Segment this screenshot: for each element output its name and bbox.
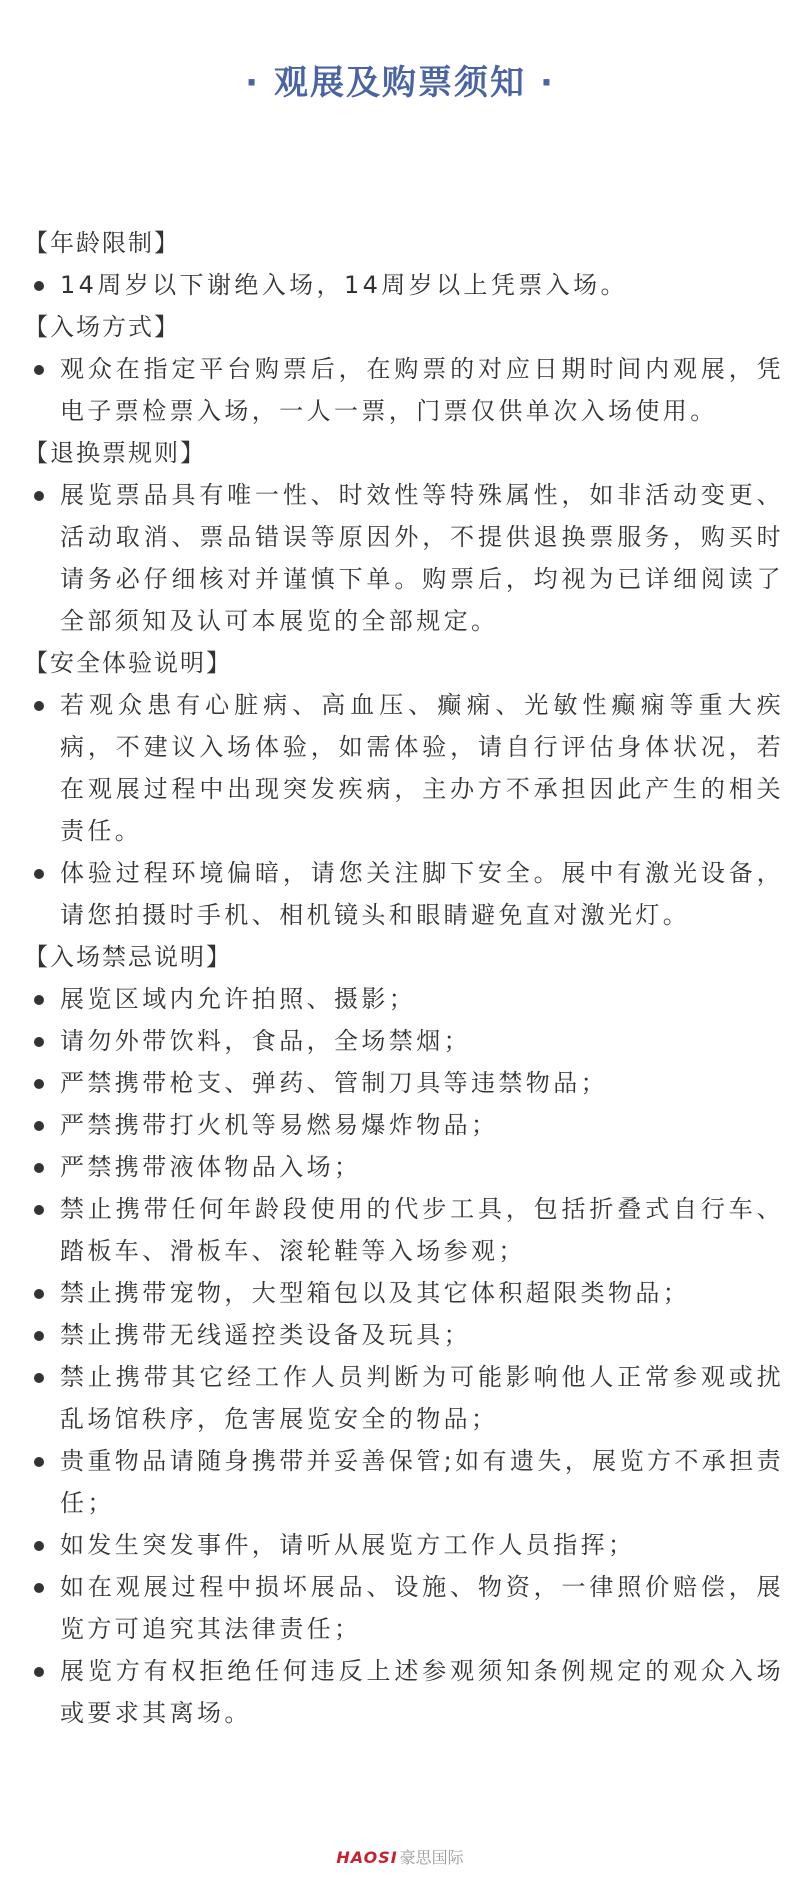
- section-heading: 【入场方式】: [24, 313, 180, 341]
- section-heading: 【安全体验说明】: [24, 649, 232, 677]
- list-item-text: 严禁携带打火机等易燃易爆炸物品；: [60, 1111, 499, 1139]
- list-item: [24, 1104, 784, 1146]
- list-item-text: 禁止携带宠物，大型箱包以及其它体积超限类物品；: [60, 1279, 691, 1307]
- list-item: [24, 1524, 784, 1566]
- list-item: [24, 1062, 784, 1104]
- list-item-text: 展览区域内允许拍照、摄影；: [60, 985, 417, 1013]
- list-item: [24, 1650, 784, 1734]
- page-title: [0, 58, 800, 108]
- list-item: [24, 1566, 784, 1650]
- list-item-text: 贵重物品请随身携带并妥善保管;如有遗失，展览方不承担责任；: [60, 1447, 784, 1517]
- bullet-icon: [34, 1121, 44, 1131]
- list-item: [24, 1146, 784, 1188]
- brand-logo-cn: 豪思国际: [399, 1848, 464, 1867]
- list-item: [24, 1188, 784, 1272]
- title-left-dot: ·: [245, 63, 260, 103]
- list-item-text: 如在观展过程中损坏展品、设施、物资，一律照价赔偿，展览方可追究其法律责任；: [60, 1573, 784, 1643]
- title-right-dot: ·: [540, 63, 555, 103]
- bullet-icon: [34, 701, 44, 711]
- list-item-text: 严禁携带枪支、弹药、管制刀具等违禁物品；: [60, 1069, 608, 1097]
- bullet-icon: [34, 1373, 44, 1383]
- list-item: [24, 348, 784, 432]
- list-item: [24, 1272, 784, 1314]
- section-heading: 【年龄限制】: [24, 229, 180, 257]
- list-item-text: 禁止携带任何年龄段使用的代步工具，包括折叠式自行车、踏板车、滑板车、滚轮鞋等入场参观；: [60, 1195, 784, 1265]
- bullet-icon: [34, 491, 44, 501]
- list-item: [24, 474, 784, 642]
- brand-logo-en: HAOSI: [336, 1848, 398, 1867]
- list-item: [24, 1020, 784, 1062]
- list-item-text: 观众在指定平台购票后，在购票的对应日期时间内观展，凭电子票检票入场，一人一票，门票仅供单次入场使用。: [60, 355, 784, 425]
- bullet-icon: [34, 1457, 44, 1467]
- list-item-text: 体验过程环境偏暗，请您关注脚下安全。展中有激光设备，请您拍摄时手机、相机镜头和眼睛避免直对激光灯。: [60, 859, 784, 929]
- bullet-icon: [34, 1667, 44, 1677]
- list-item-text: 展览方有权拒绝任何违反上述参观须知条例规定的观众入场或要求其离场。: [60, 1657, 784, 1727]
- list-item-text: 严禁携带液体物品入场；: [60, 1153, 362, 1181]
- list-item-text: 14周岁以下谢绝入场，14周岁以上凭票入场。: [60, 271, 628, 299]
- notice-content: [24, 222, 784, 1734]
- list-item: [24, 852, 784, 936]
- bullet-icon: [34, 1163, 44, 1173]
- bullet-icon: [34, 1583, 44, 1593]
- title-text: 观展及购票须知: [274, 63, 526, 103]
- list-item-text: 若观众患有心脏病、高血压、癫痫、光敏性癫痫等重大疾病，不建议入场体验，如需体验，请自行评估身体状况，若在观展过程中出现突发疾病，主办方不承担因此产生的相关责任。: [60, 691, 784, 845]
- list-item: [24, 1440, 784, 1524]
- list-item: [24, 1356, 784, 1440]
- list-item: [24, 978, 784, 1020]
- bullet-icon: [34, 995, 44, 1005]
- bullet-icon: [34, 1205, 44, 1215]
- list-item-text: 展览票品具有唯一性、时效性等特殊属性，如非活动变更、活动取消、票品错误等原因外，不提供退换票服务，购买时请务必仔细核对并谨慎下单。购票后，均视为已详细阅读了全部须知及认可本展览的全部规定。: [60, 481, 784, 635]
- bullet-icon: [34, 1037, 44, 1047]
- bullet-icon: [34, 365, 44, 375]
- bullet-icon: [34, 1331, 44, 1341]
- list-item-text: 禁止携带无线遥控类设备及玩具；: [60, 1321, 471, 1349]
- section-heading: 【退换票规则】: [24, 439, 206, 467]
- list-item-text: 禁止携带其它经工作人员判断为可能影响他人正常参观或扰乱场馆秩序，危害展览安全的物品；: [60, 1363, 784, 1433]
- section-heading: 【入场禁忌说明】: [24, 943, 232, 971]
- footer-logo: [0, 1846, 800, 1870]
- bullet-icon: [34, 1289, 44, 1299]
- bullet-icon: [34, 1079, 44, 1089]
- list-item: [24, 1314, 784, 1356]
- list-item-text: 如发生突发事件，请听从展览方工作人员指挥；: [60, 1531, 636, 1559]
- bullet-icon: [34, 869, 44, 879]
- bullet-icon: [34, 1541, 44, 1551]
- list-item: [24, 264, 784, 306]
- list-item-text: 请勿外带饮料，食品，全场禁烟；: [60, 1027, 471, 1055]
- list-item: [24, 684, 784, 852]
- bullet-icon: [34, 281, 44, 291]
